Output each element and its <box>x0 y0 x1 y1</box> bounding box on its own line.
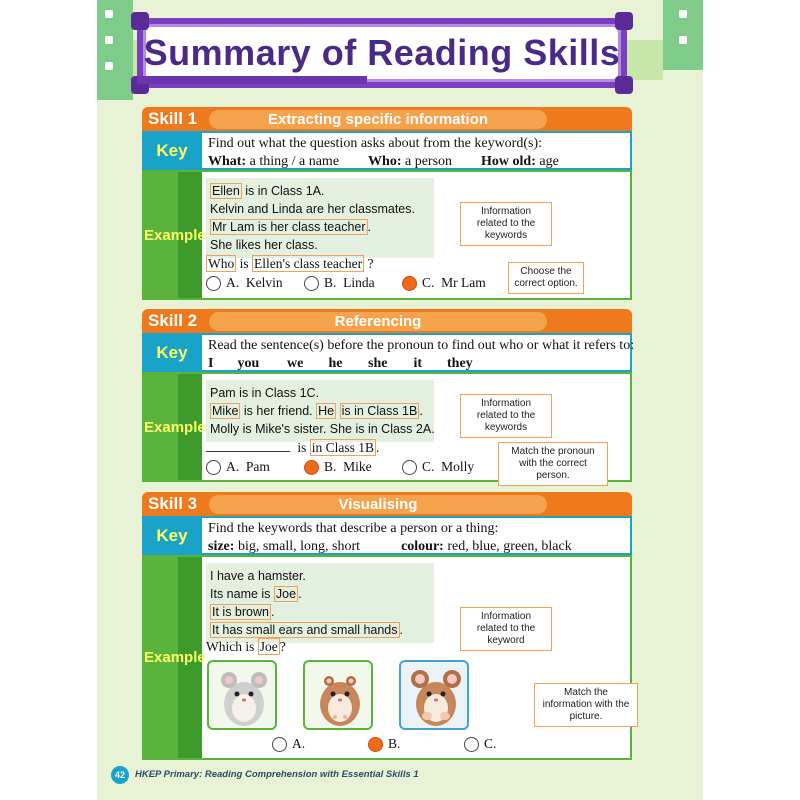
highlight: in Class 1B <box>311 440 375 455</box>
key-terms <box>208 153 626 171</box>
decorative-dot <box>105 36 113 44</box>
hamster-brown-icon <box>305 662 373 730</box>
decorative-block-left <box>97 0 133 100</box>
option-b[interactable] <box>368 736 464 752</box>
pronoun: you <box>237 356 260 371</box>
decorative-dot <box>105 62 113 70</box>
example-question <box>206 440 379 456</box>
pronoun-list <box>208 355 626 373</box>
option-text: Mike <box>343 459 372 474</box>
option-b[interactable] <box>304 275 402 291</box>
radio-circle-icon[interactable] <box>206 460 221 475</box>
hamster-picture-b[interactable] <box>303 660 373 730</box>
key-term-desc: a thing / a name <box>249 154 340 169</box>
passage-line: Molly is Mike's sister. She is in Class 2A. <box>210 422 435 436</box>
radio-circle-icon[interactable] <box>272 737 287 752</box>
radio-circle-icon[interactable] <box>464 737 479 752</box>
radio-circle-icon[interactable] <box>402 460 417 475</box>
highlight: It is brown <box>212 605 269 619</box>
radio-filled-icon[interactable] <box>304 460 319 475</box>
skill-1-header <box>142 107 632 131</box>
pronoun: he <box>328 356 343 371</box>
banner-bar <box>137 76 367 84</box>
skill-2-example-row <box>142 372 632 482</box>
key-term: colour: <box>401 539 444 554</box>
decorative-dot <box>679 36 687 44</box>
example-passage <box>206 380 434 442</box>
key-content <box>208 135 626 171</box>
key-term-desc: a person <box>405 154 453 169</box>
key-instruction: Find the keywords that describe a person or a thing: <box>208 521 499 536</box>
passage-line: I have a hamster. <box>210 569 306 583</box>
key-term: What: <box>208 154 247 169</box>
option-a[interactable] <box>272 736 368 752</box>
highlight: Joe <box>259 639 278 654</box>
option-text: Molly <box>441 459 475 474</box>
option-label: B. <box>388 736 401 751</box>
option-label: C. <box>422 275 435 290</box>
radio-filled-icon[interactable] <box>402 276 417 291</box>
highlight: Who <box>208 256 235 271</box>
note-keywords: Information related to the keywords <box>460 202 552 246</box>
highlight: Ellen's class teacher <box>254 256 363 271</box>
answer-options <box>206 275 486 291</box>
key-term-desc: age <box>539 154 559 169</box>
option-label: C. <box>422 459 435 474</box>
pronoun: she <box>368 356 388 371</box>
skill-1-key-row <box>142 131 632 170</box>
example-question <box>206 256 374 272</box>
decorative-dot <box>679 10 687 18</box>
option-c[interactable] <box>402 275 486 291</box>
pronoun: I <box>208 356 214 371</box>
option-text: Kelvin <box>245 275 283 290</box>
option-c[interactable] <box>402 459 474 475</box>
note-answer: Match the pronoun with the correct person. <box>498 442 608 486</box>
highlight: Mr Lam is her class teacher <box>212 220 366 234</box>
option-text: Pam <box>245 459 270 474</box>
option-label: A. <box>226 459 240 474</box>
skill-3-key-row <box>142 516 632 555</box>
key-terms <box>208 538 626 556</box>
option-label: C. <box>484 736 497 751</box>
note-answer: Choose the correct option. <box>508 262 584 294</box>
passage-line: Kelvin and Linda are her classmates. <box>210 202 415 216</box>
key-label: Key <box>142 133 202 168</box>
key-instruction: Find out what the question asks about from the keyword(s): <box>208 136 543 151</box>
passage-text: . <box>419 404 423 418</box>
hamster-grey-icon <box>209 662 277 730</box>
passage-text: . <box>399 623 403 637</box>
key-term-desc: big, small, long, short <box>237 539 361 554</box>
key-term: size: <box>208 539 235 554</box>
passage-text: . <box>298 587 302 601</box>
option-a[interactable] <box>206 459 304 475</box>
skill-tag: Skill 1 <box>148 109 198 128</box>
passage-text: . <box>270 605 275 619</box>
highlight: Mike <box>212 404 239 418</box>
example-label: Example <box>142 557 202 758</box>
option-label: A. <box>226 275 240 290</box>
option-label: B. <box>324 275 337 290</box>
key-term: Who: <box>368 154 402 169</box>
note-answer: Match the information with the picture. <box>534 683 638 727</box>
page-title: Summary of Reading Skills <box>143 32 621 73</box>
passage-line: She likes her class. <box>210 238 318 252</box>
page-number: 42 <box>111 766 129 784</box>
page <box>97 0 703 800</box>
highlight: It has small ears and small hands <box>212 623 398 637</box>
highlight: Ellen <box>212 184 240 198</box>
example-passage <box>206 563 434 643</box>
option-b[interactable] <box>304 459 402 475</box>
hamster-picture-c[interactable] <box>399 660 469 730</box>
option-text: Mr Lam <box>441 275 486 290</box>
pronoun: they <box>447 356 473 371</box>
question-text: Which is <box>206 639 258 654</box>
option-label: A. <box>292 736 306 751</box>
question-text: is <box>236 256 253 271</box>
example-label: Example <box>142 172 202 298</box>
skill-2-key-row <box>142 333 635 372</box>
question-text: ? <box>279 639 286 654</box>
key-instruction: Read the sentence(s) before the pronoun to find out who or what it refers to: <box>208 338 635 353</box>
skill-3-header <box>142 492 632 516</box>
banner-corner <box>615 76 633 94</box>
option-a[interactable] <box>206 275 304 291</box>
question-text: . <box>376 440 380 455</box>
note-keywords: Information related to the keywords <box>460 394 552 438</box>
example-label: Example <box>142 374 202 480</box>
example-question <box>206 639 286 655</box>
note-keywords: Information related to the keyword <box>460 607 552 651</box>
key-content <box>208 337 635 373</box>
question-text: ? <box>364 256 374 271</box>
radio-circle-icon[interactable] <box>206 276 221 291</box>
hamster-picture-a[interactable] <box>207 660 277 730</box>
skill-tag: Skill 3 <box>148 494 198 513</box>
answer-options <box>272 736 496 752</box>
footer-text: HKEP Primary: Reading Comprehension with Essential Skills 1 <box>135 769 419 780</box>
key-label: Key <box>142 335 202 370</box>
option-text: Linda <box>343 275 375 290</box>
skill-tag: Skill 2 <box>148 311 198 330</box>
radio-filled-icon[interactable] <box>368 737 383 752</box>
hamster-big-ears-icon <box>401 662 469 730</box>
key-label: Key <box>142 518 202 553</box>
passage-line: Pam is in Class 1C. <box>210 386 320 400</box>
decorative-dot <box>105 10 113 18</box>
highlight: He <box>318 404 335 418</box>
passage-text: is her friend. <box>240 404 317 418</box>
banner-corner <box>615 12 633 30</box>
skill-1-example-row <box>142 170 632 300</box>
pronoun: it <box>413 356 423 371</box>
option-c[interactable] <box>464 736 496 752</box>
passage-text: is in Class 1A. <box>241 184 325 198</box>
skill-name: Visualising <box>209 495 547 514</box>
key-content <box>208 520 626 556</box>
pronoun: we <box>287 356 304 371</box>
skill-2-header <box>142 309 632 333</box>
option-label: B. <box>324 459 337 474</box>
passage-text: Its name is <box>210 587 274 601</box>
radio-circle-icon[interactable] <box>304 276 319 291</box>
passage-text: . <box>367 220 372 234</box>
banner-corner <box>131 12 149 30</box>
answer-blank[interactable] <box>206 440 290 452</box>
example-passage <box>206 178 434 258</box>
key-term-desc: red, blue, green, black <box>447 539 572 554</box>
question-text: is <box>294 440 310 455</box>
skill-name: Extracting specific information <box>209 110 547 129</box>
title-banner <box>137 18 627 88</box>
highlight: is in Class 1B <box>341 404 418 418</box>
skill-name: Referencing <box>209 312 547 331</box>
highlight: Joe <box>275 587 297 601</box>
answer-options <box>206 459 474 475</box>
key-term: How old: <box>481 154 536 169</box>
